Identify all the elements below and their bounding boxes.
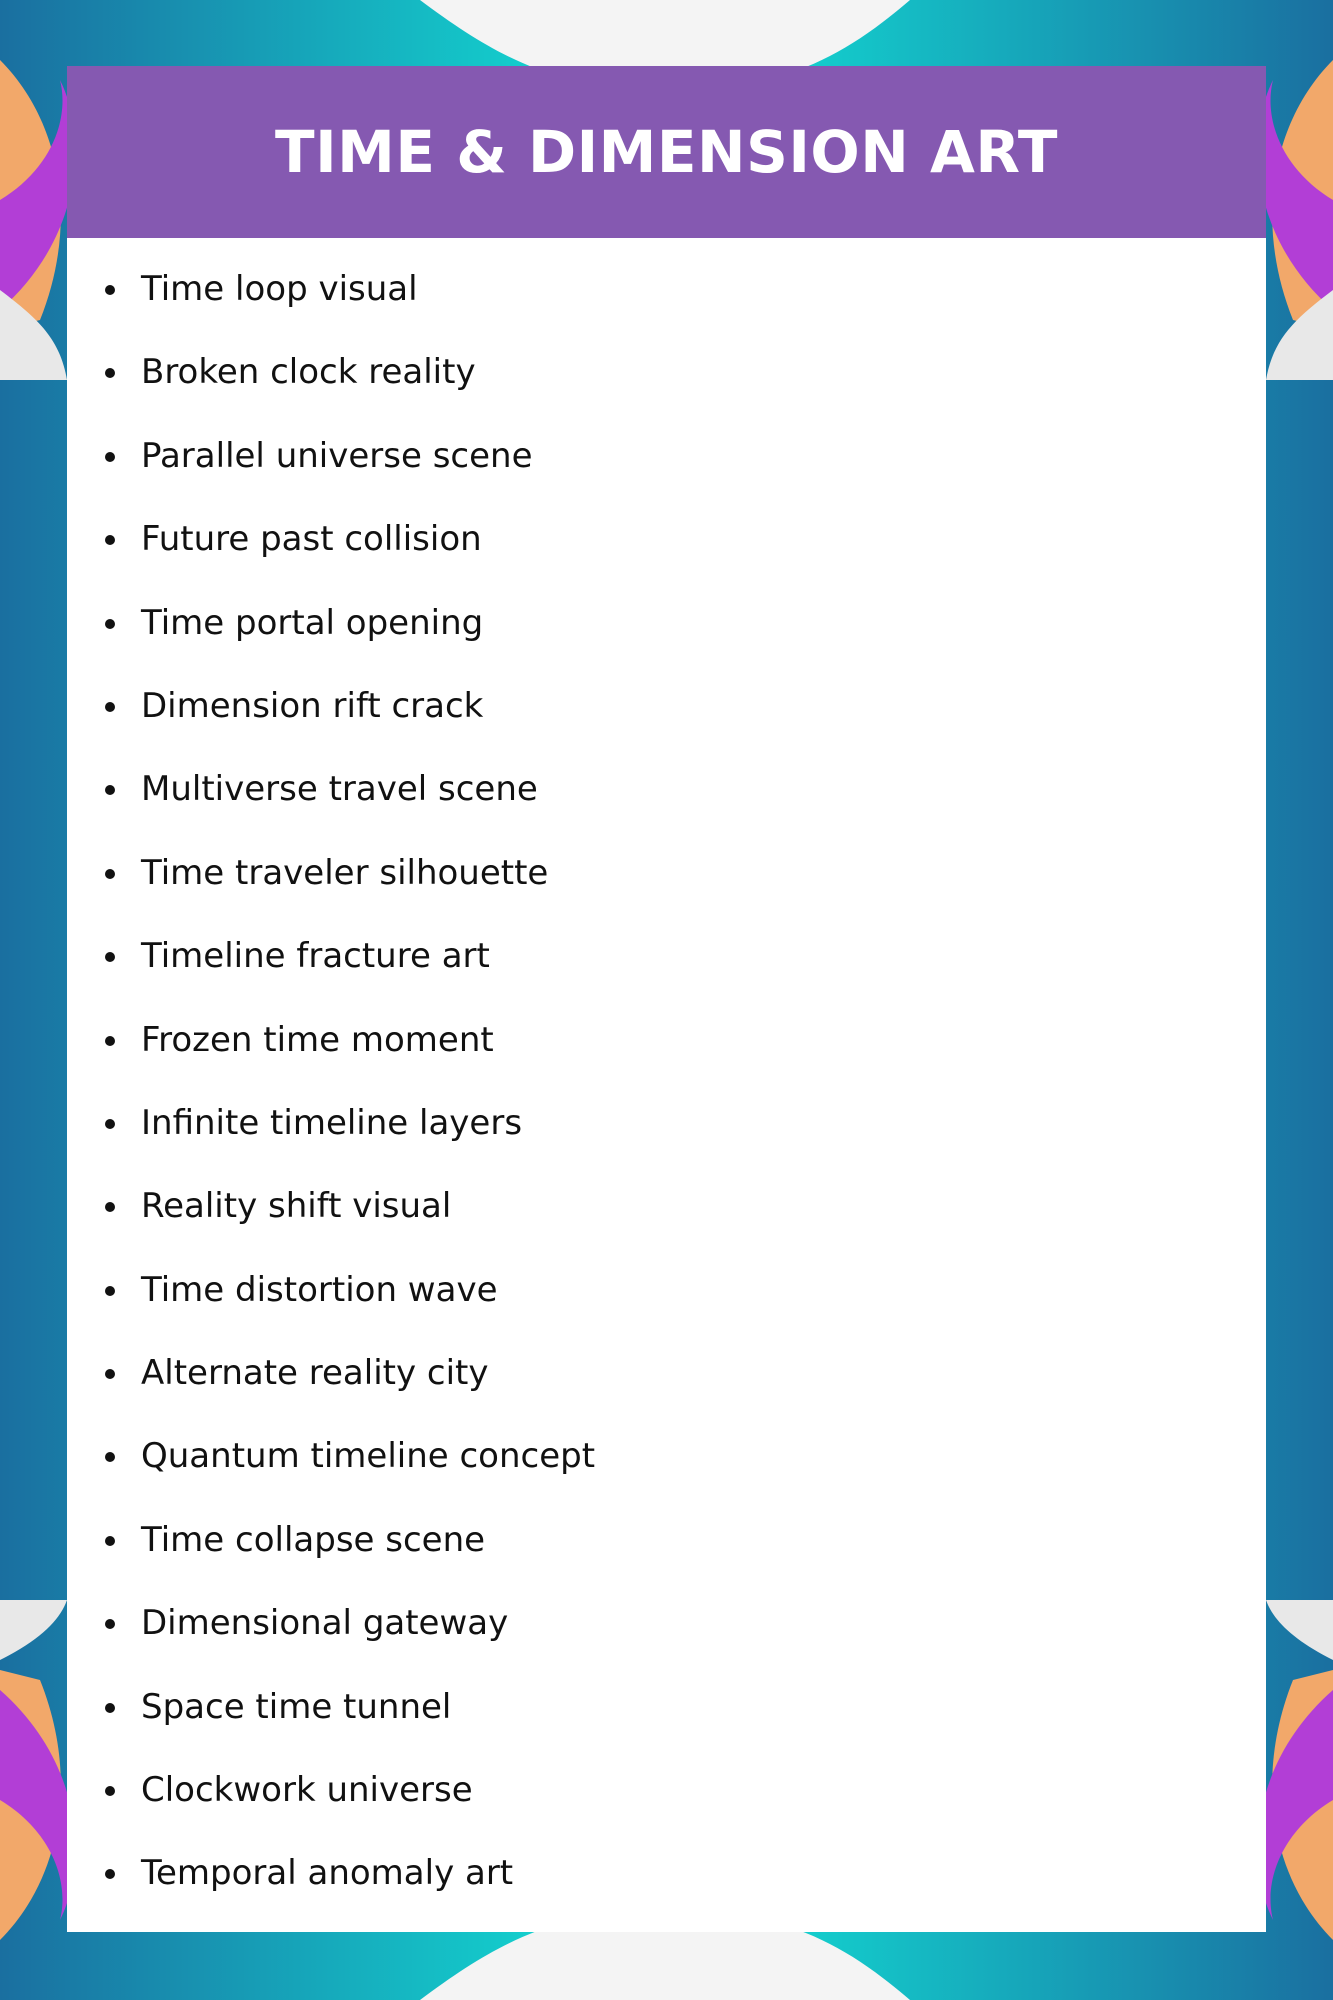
list-item bbox=[67, 498, 1266, 581]
bullet-icon bbox=[105, 1036, 115, 1046]
list-item-label: Time traveler silhouette bbox=[141, 852, 549, 893]
bullet-icon bbox=[105, 1536, 115, 1546]
bullet-icon bbox=[105, 1869, 115, 1879]
list-item-label: Time portal opening bbox=[141, 602, 484, 643]
list-item-label: Frozen time moment bbox=[141, 1019, 494, 1060]
list-item-label: Broken clock reality bbox=[141, 352, 476, 393]
bullet-icon bbox=[105, 452, 115, 462]
list-item-label: Timeline fracture art bbox=[141, 936, 490, 977]
bullet-icon bbox=[105, 1286, 115, 1296]
list-item bbox=[67, 1165, 1266, 1248]
list-item bbox=[67, 248, 1266, 331]
list-item-label: Reality shift visual bbox=[141, 1186, 452, 1227]
list-item bbox=[67, 915, 1266, 998]
bullet-icon bbox=[105, 1452, 115, 1462]
list-item-label: Time loop visual bbox=[141, 269, 418, 309]
list-item bbox=[67, 748, 1266, 831]
list-item-label: Alternate reality city bbox=[141, 1353, 489, 1394]
list-item bbox=[67, 832, 1266, 915]
list-item-label: Parallel universe scene bbox=[141, 435, 533, 476]
bullet-icon bbox=[105, 1369, 115, 1379]
bullet-icon bbox=[105, 368, 115, 378]
list-item bbox=[67, 1249, 1266, 1332]
list-item bbox=[67, 1082, 1266, 1165]
bullet-icon bbox=[105, 702, 115, 712]
list-item bbox=[67, 1332, 1266, 1415]
bullet-icon bbox=[105, 1786, 115, 1796]
list-item-label: Multiverse travel scene bbox=[141, 769, 538, 810]
list-item bbox=[67, 1582, 1266, 1665]
bullet-icon bbox=[105, 1119, 115, 1129]
content-card bbox=[67, 66, 1266, 1932]
list-item-label: Time distortion wave bbox=[141, 1269, 498, 1310]
list-item bbox=[67, 1749, 1266, 1832]
list-item bbox=[67, 1415, 1266, 1498]
bullet-icon bbox=[105, 1619, 115, 1629]
list-item bbox=[67, 582, 1266, 665]
list-item-label: Dimension rift crack bbox=[141, 685, 484, 726]
list-item-label: Dimensional gateway bbox=[141, 1603, 509, 1644]
bullet-icon bbox=[105, 1703, 115, 1713]
bullet-icon bbox=[105, 952, 115, 962]
list-item-label: Time collapse scene bbox=[141, 1519, 486, 1560]
list-item bbox=[67, 1832, 1266, 1915]
list-item bbox=[67, 415, 1266, 498]
bullet-icon bbox=[105, 285, 115, 295]
list-item-label: Space time tunnel bbox=[141, 1686, 452, 1727]
bullet-icon bbox=[105, 1202, 115, 1212]
list-item-label: Quantum timeline concept bbox=[141, 1436, 596, 1477]
list-item bbox=[67, 1499, 1266, 1582]
bullet-icon bbox=[105, 785, 115, 795]
card-header bbox=[67, 66, 1266, 238]
bullet-icon bbox=[105, 535, 115, 545]
bullet-icon bbox=[105, 619, 115, 629]
page-title: TIME & DIMENSION ART bbox=[275, 118, 1058, 186]
list-item-label: Infinite timeline layers bbox=[141, 1102, 523, 1143]
idea-list bbox=[67, 238, 1266, 1916]
list-item bbox=[67, 999, 1266, 1082]
list-item-label: Future past collision bbox=[141, 519, 482, 560]
list-item-label: Temporal anomaly art bbox=[141, 1853, 514, 1894]
list-item bbox=[67, 665, 1266, 748]
bullet-icon bbox=[105, 869, 115, 879]
list-item bbox=[67, 1666, 1266, 1749]
list-item-label: Clockwork universe bbox=[141, 1770, 473, 1811]
list-item bbox=[67, 331, 1266, 414]
